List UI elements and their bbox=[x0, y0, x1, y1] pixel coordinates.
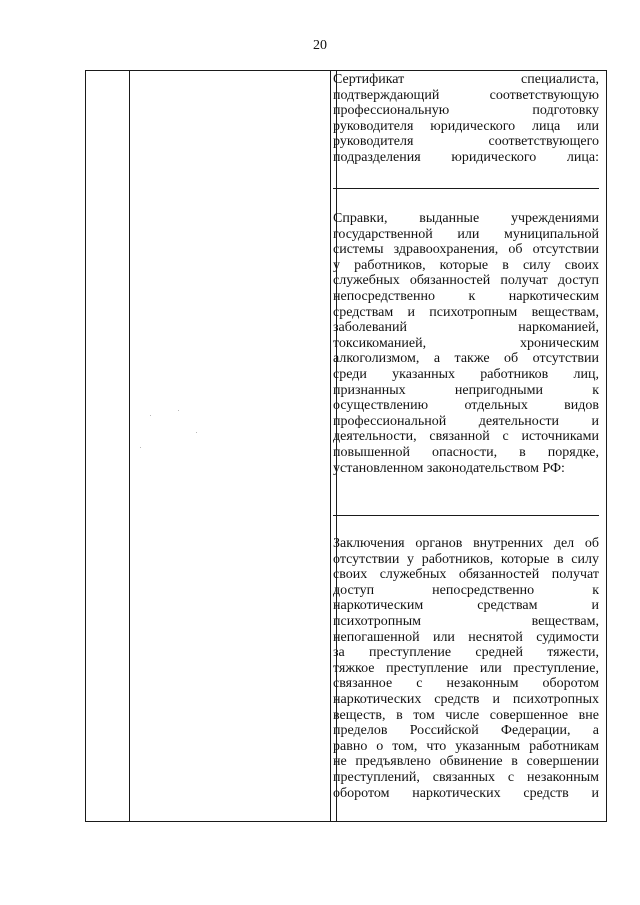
page-number: 20 bbox=[313, 38, 327, 53]
text-line: за преступление средней тяжести, bbox=[333, 645, 599, 661]
text-line: преступлений, связанных с незаконным bbox=[333, 769, 599, 785]
text-line: заболеваний наркоманией, bbox=[333, 320, 599, 336]
certificate-requirement bbox=[333, 72, 599, 166]
text-line: доступ непосредственно к bbox=[333, 582, 599, 598]
text-line: среди указанных работников лиц, bbox=[333, 366, 599, 382]
text-line: наркотических средств и психотропных bbox=[333, 691, 599, 707]
scan-speck bbox=[196, 432, 197, 433]
scan-speck bbox=[150, 415, 151, 416]
text-line: своих служебных обязанностей получат bbox=[333, 567, 599, 583]
text-line: наркотическим средствам и bbox=[333, 598, 599, 614]
text-line: подразделения юридического лица: bbox=[333, 149, 599, 165]
text-line: психотропным веществам, bbox=[333, 613, 599, 629]
column-divider bbox=[129, 70, 130, 822]
text-line: системы здравоохранения, об отсутствии bbox=[333, 242, 599, 258]
text-line: тяжкое преступление или преступление, bbox=[333, 660, 599, 676]
text-line: деятельности, связанной с источниками bbox=[333, 429, 599, 445]
text-line: подтверждающий соответствующую bbox=[333, 87, 599, 103]
fill-in-line bbox=[333, 188, 599, 189]
scan-speck bbox=[178, 410, 179, 411]
text-line: Сертификат специалиста, bbox=[333, 72, 599, 87]
text-line: непогашенной или неснятой судимости bbox=[333, 629, 599, 645]
text-line: пределов Российской Федерации, а bbox=[333, 723, 599, 739]
text-line: оборотом наркотических средств и bbox=[333, 785, 599, 801]
text-line: не предъявлено обвинение в совершении bbox=[333, 754, 599, 770]
text-line: токсикоманией, хроническим bbox=[333, 335, 599, 351]
text-line: Справки, выданные учреждениями bbox=[333, 211, 599, 226]
text-line: алкоголизмом, а также об отсутствии bbox=[333, 351, 599, 367]
text-line: связанное с незаконным оборотом bbox=[333, 676, 599, 692]
text-line: равно о том, что указанным работникам bbox=[333, 738, 599, 754]
text-line: отсутствии у работников, которые в силу bbox=[333, 551, 599, 567]
text-line: признанных непригодными к bbox=[333, 382, 599, 398]
text-line: государственной или муниципальной bbox=[333, 226, 599, 242]
text-line: средствам и психотропным веществам, bbox=[333, 304, 599, 320]
medical-certificate-requirement bbox=[333, 211, 599, 476]
text-line: руководителя соответствующего bbox=[333, 134, 599, 150]
column-divider bbox=[330, 70, 331, 822]
text-line: у работников, которые в силу своих bbox=[333, 257, 599, 273]
text-line: профессиональной деятельности и bbox=[333, 413, 599, 429]
text-line: профессиональную подготовку bbox=[333, 103, 599, 119]
fill-in-line bbox=[333, 515, 599, 516]
text-line: установленном законодательством РФ: bbox=[333, 460, 565, 476]
text-line: служебных обязанностей получат доступ bbox=[333, 273, 599, 289]
text-line: непосредственно к наркотическим bbox=[333, 288, 599, 304]
text-line: руководителя юридического лица или bbox=[333, 118, 599, 134]
text-line: повышенной опасности, в порядке, bbox=[333, 444, 599, 460]
police-conclusion-requirement bbox=[333, 536, 599, 801]
text-line: осуществлению отдельных видов bbox=[333, 398, 599, 414]
scan-speck bbox=[140, 447, 141, 448]
text-line: веществ, в том числе совершенное вне bbox=[333, 707, 599, 723]
text-line: Заключения органов внутренних дел об bbox=[333, 536, 599, 551]
